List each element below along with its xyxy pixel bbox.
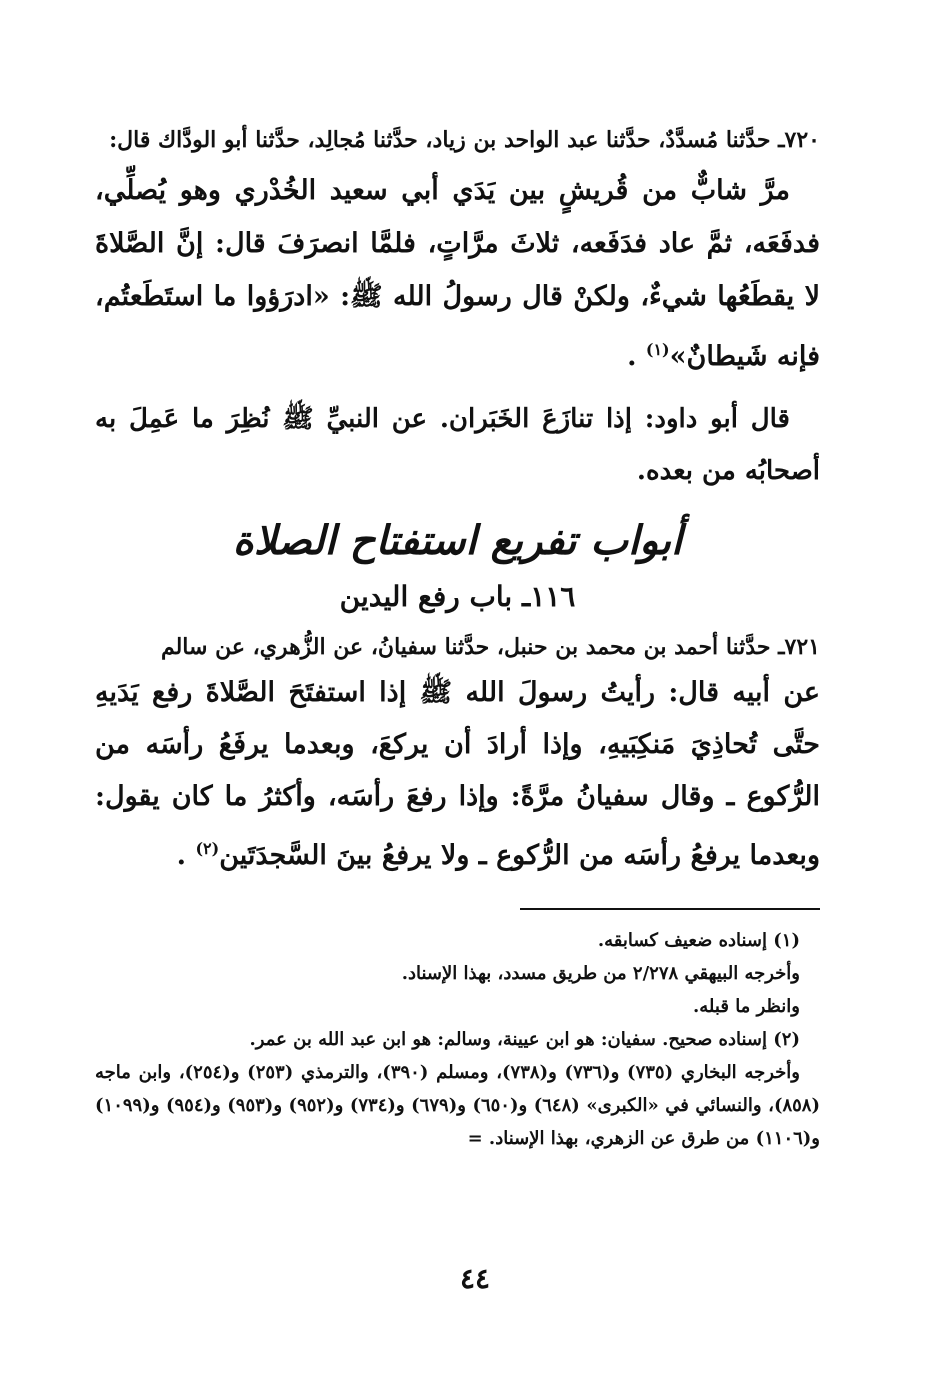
footnote-divider xyxy=(520,908,820,910)
hadith-720-text xyxy=(95,164,820,383)
hadith-721-matn: عن أبيه قال: رأيتُ رسولَ الله ﷺ إذا استفتَحَ الصَّلاةَ رفع يَدَيهِ حتَّى تُحاذِيَ مَنكِبَيهِ، وإذا أرادَ أن يركعَ، وبعدما يرفَعُ رأسَه من الرُّكوع ـ وقال سفيانُ مرَّةً: وإذا رفعَ رأسَه، وأكثرُ ما كان يقول: وبعدما يرفعُ رأسَه من الرُّكوع ـ ولا يرفعُ بينَ السَّجدَتَين xyxy=(95,677,820,871)
hadith-721-text xyxy=(95,667,820,882)
footnote-ref-2[interactable]: (٢) xyxy=(195,839,220,858)
hadith-720-isnad: ٧٢٠ـ حدَّثنا مُسدَّدٌ، حدَّثنا عبد الواحد بن زياد، حدَّثنا مُجالِد، حدَّثنا أبو الودَّاك قال: xyxy=(109,127,820,153)
hadith-720-end: . xyxy=(627,341,637,372)
page-body xyxy=(95,120,820,1155)
section-title: أبواب تفريع استفتاح الصلاة xyxy=(232,517,683,564)
footnote-ref-1[interactable]: (١) xyxy=(645,340,670,359)
footnote-line: (١) إسناده ضعيف كسابقه. xyxy=(597,930,800,951)
footnote-line: وانظر ما قبله. xyxy=(693,996,800,1017)
footnote-line: (٢) إسناده صحيح. سفيان: هو ابن عيينة، وسالم: هو ابن عبد الله بن عمر. xyxy=(249,1029,800,1050)
footnote-line: وأخرجه البيهقي ٢/٢٧٨ من طريق مسدد، بهذا الإسناد. xyxy=(401,963,800,984)
abu-dawud-note: قال أبو داود: إذا تنازَعَ الخَبَران. عن النبيِّ ﷺ نُظِرَ ما عَمِلَ به أصحابُه من بعده. xyxy=(95,404,820,486)
hadith-721-isnad: ٧٢١ـ حدَّثنا أحمد بن محمد بن حنبل، حدَّثنا سفيانُ، عن الزُّهري، عن سالم xyxy=(160,634,820,660)
hadith-721-end: . xyxy=(176,840,187,871)
page-number: ٤٤ xyxy=(459,1262,491,1295)
hadith-720-matn: مرَّ شابٌّ من قُريشٍ بين يَدَي أبي سعيد الخُدْري وهو يُصلِّي، فدفَعَه، ثمَّ عاد فدَفَعه، ثلاثَ مرَّاتٍ، فلمَّا انصرَفَ قال: إنَّ الصَّلاةَ لا يقطَعُها شيءٌ، ولكنْ قال رسولُ الله ﷺ: «ادرَؤوا ما استَطَعتُم، فإنه شَيطانٌ» xyxy=(95,175,820,372)
footnotes xyxy=(95,924,820,1155)
footnote-line: وأخرجه البخاري (٧٣٥) و(٧٣٦) و(٧٣٨)، ومسلم (٣٩٠)، والترمذي (٢٥٣) و(٢٥٤)، وابن ماجه (٨٥٨)، والنسائي في «الكبرى» (٦٤٨) و(٦٥٠) و(٦٧٩) و(٧٣٤) و(٩٥٢) و(٩٥٣) و(٩٥٤) و(١٠٩٩) و(١١٠٦) من طرق عن الزهري، بهذا الإسناد. = xyxy=(95,1062,821,1149)
chapter-title: ١١٦ـ باب رفع اليدين xyxy=(339,580,576,613)
